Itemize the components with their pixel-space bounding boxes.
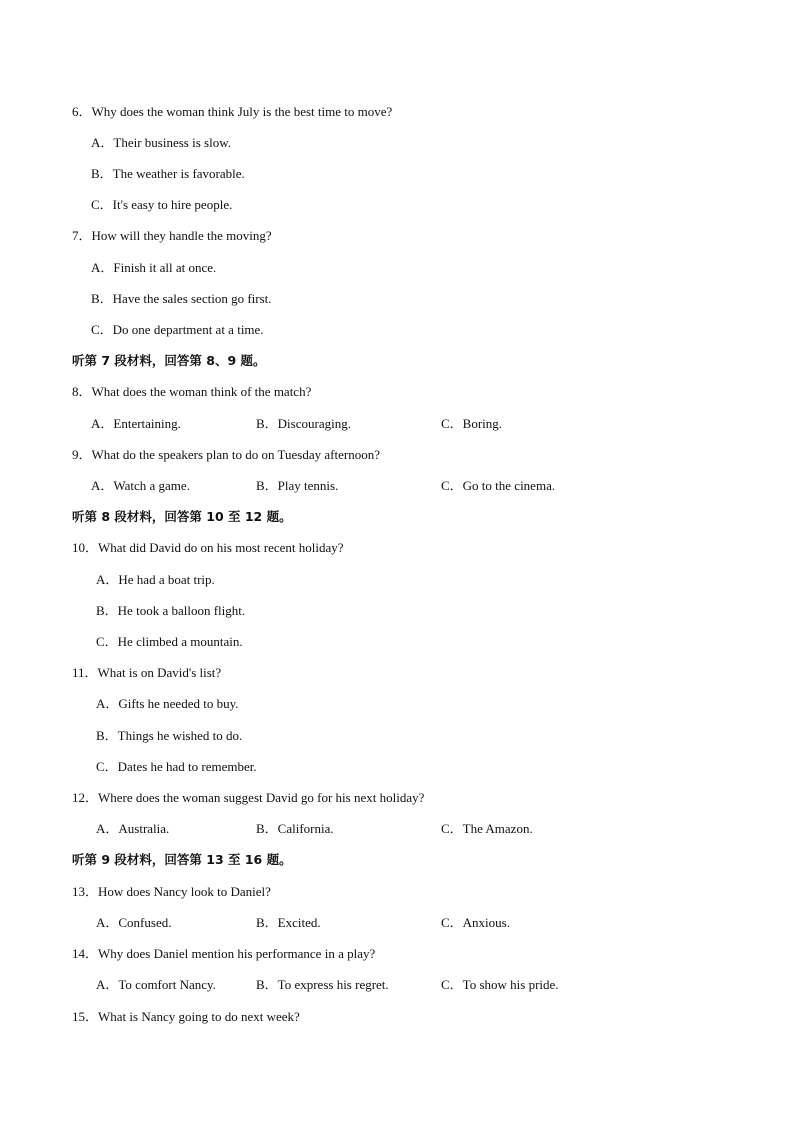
question-10-stem: 10．What did David do on his most recent holiday? [72,540,344,555]
question-13-options [0,915,793,931]
question-13-option-b: B．Excited. [256,915,321,930]
question-14-option-a: A．To comfort Nancy. [96,977,216,992]
question-10-option-c: C．He climbed a mountain. [96,634,243,649]
question-11-stem: 11．What is on David's list? [72,665,222,680]
question-14-options [0,977,793,993]
question-7-option-c: C．Do one department at a time. [91,322,264,337]
question-7-stem: 7．How will they handle the moving? [72,228,272,243]
question-10-option-a: A．He had a boat trip. [96,572,215,587]
question-13-option-a: A．Confused. [96,915,172,930]
question-14-option-c: C．To show his pride. [441,977,559,992]
section-heading-7: 听第 7 段材料，回答第 8、9 题。 [72,353,266,368]
question-8-option-b: B．Discouraging. [256,416,351,431]
question-10-option-b: B．He took a balloon flight. [96,603,246,618]
question-9-stem: 9．What do the speakers plan to do on Tuesday afternoon? [72,447,380,462]
question-9-options [0,478,793,494]
question-8-options [0,416,793,432]
question-15-stem: 15．What is Nancy going to do next week? [72,1009,300,1024]
question-6-option-c: C．It's easy to hire people. [91,197,233,212]
question-12-options [0,821,793,837]
question-7-option-b: B．Have the sales section go first. [91,291,272,306]
question-7-option-a: A．Finish it all at once. [91,260,217,275]
question-9-option-a: A．Watch a game. [91,478,190,493]
question-12-option-b: B．California. [256,821,334,836]
question-8-option-c: C．Boring. [441,416,503,431]
question-11-option-c: C．Dates he had to remember. [96,759,257,774]
question-12-stem: 12．Where does the woman suggest David go for his next holiday? [72,790,425,805]
question-14-option-b: B．To express his regret. [256,977,389,992]
question-8-option-a: A．Entertaining. [91,416,181,431]
question-8-stem: 8．What does the woman think of the match? [72,384,312,399]
section-heading-9: 听第 9 段材料，回答第 13 至 16 题。 [72,852,292,867]
question-13-option-c: C．Anxious. [441,915,510,930]
question-9-option-c: C．Go to the cinema. [441,478,556,493]
question-11-option-b: B．Things he wished to do. [96,728,243,743]
section-heading-8: 听第 8 段材料，回答第 10 至 12 题。 [72,509,292,524]
question-6-option-a: A．Their business is slow. [91,135,231,150]
question-6-option-b: B．The weather is favorable. [91,166,245,181]
question-9-option-b: B．Play tennis. [256,478,339,493]
question-6-stem: 6．Why does the woman think July is the best time to move? [72,104,393,119]
question-12-option-a: A．Australia. [96,821,170,836]
question-14-stem: 14．Why does Daniel mention his performance in a play? [72,946,376,961]
question-11-option-a: A．Gifts he needed to buy. [96,696,239,711]
question-12-option-c: C．The Amazon. [441,821,533,836]
question-13-stem: 13．How does Nancy look to Daniel? [72,884,271,899]
